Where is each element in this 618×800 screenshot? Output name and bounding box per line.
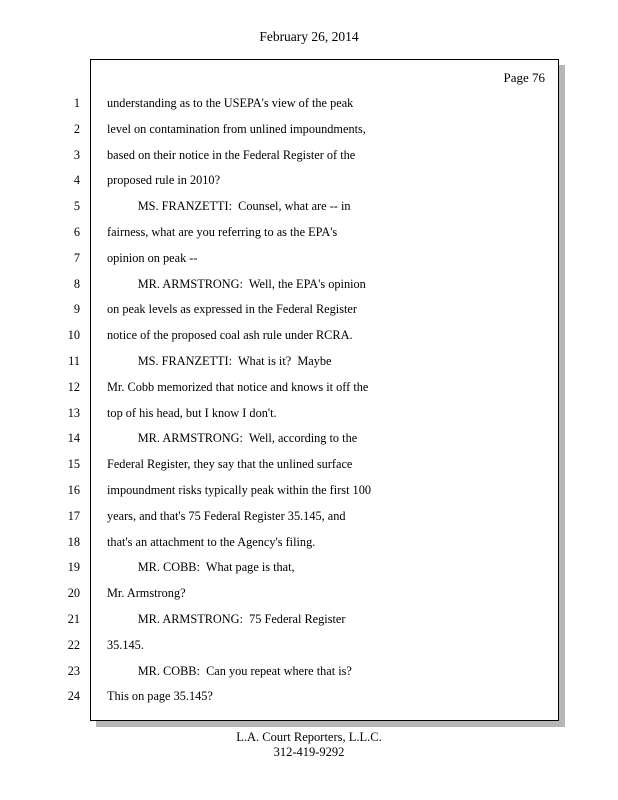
line-number: 16 — [67, 482, 80, 497]
line-text: MR. COBB: Can you repeat where that is? — [107, 663, 352, 678]
line-number: 9 — [73, 302, 80, 317]
line-number: 11 — [68, 353, 80, 368]
line-text: notice of the proposed coal ash rule under RCRA. — [107, 328, 353, 343]
line-number: 2 — [73, 121, 80, 136]
line-text: MR. COBB: What page is that, — [107, 560, 295, 575]
line-text: This on page 35.145? — [107, 689, 213, 704]
line-number: 19 — [67, 560, 80, 575]
line-text: that's an attachment to the Agency's filing. — [107, 534, 316, 549]
line-text: level on contamination from unlined impoundments, — [107, 121, 366, 136]
line-text: MS. FRANZETTI: What is it? Maybe — [107, 353, 332, 368]
line-number: 10 — [67, 328, 80, 343]
transcript-line — [67, 534, 558, 560]
transcript-line — [67, 663, 558, 689]
transcript-line — [67, 327, 558, 353]
transcript-line — [73, 172, 558, 198]
transcript-line — [73, 121, 558, 147]
line-text: on peak levels as expressed in the Federal Register — [107, 302, 357, 317]
transcript-line — [67, 637, 558, 663]
line-number: 1 — [73, 96, 80, 110]
transcript-line — [67, 585, 558, 611]
line-text: based on their notice in the Federal Register of the — [107, 147, 356, 162]
line-number: 14 — [67, 431, 80, 446]
transcript-sheet — [67, 59, 559, 721]
footer — [0, 730, 618, 759]
line-number: 24 — [67, 689, 80, 704]
footer-company: L.A. Court Reporters, L.L.C. — [236, 730, 382, 744]
line-number: 15 — [67, 457, 80, 472]
line-text: understanding as to the USEPA's view of the peak — [107, 96, 354, 110]
line-number: 12 — [67, 379, 80, 394]
line-text: top of his head, but I know I don't. — [107, 405, 277, 420]
transcript-line — [68, 353, 558, 379]
line-number: 23 — [67, 663, 80, 678]
line-number: 4 — [73, 173, 80, 188]
line-text: proposed rule in 2010? — [107, 173, 221, 188]
line-number: 17 — [67, 508, 80, 523]
line-number: 22 — [67, 637, 80, 652]
transcript-line — [67, 405, 558, 431]
transcript-line — [67, 559, 558, 585]
transcript-line — [73, 224, 558, 250]
transcript-line — [67, 456, 558, 482]
line-text: MR. ARMSTRONG: Well, the EPA's opinion — [107, 276, 366, 291]
transcript-line — [67, 379, 558, 405]
line-number: 20 — [67, 586, 80, 601]
transcript-line — [73, 276, 558, 302]
line-number: 3 — [73, 147, 80, 162]
line-text: Federal Register, they say that the unlined surface — [107, 457, 353, 472]
line-text: MS. FRANZETTI: Counsel, what are -- in — [107, 199, 351, 214]
transcript-line — [67, 688, 558, 714]
line-text: Mr. Cobb memorized that notice and knows it off the — [107, 379, 369, 394]
line-number: 6 — [73, 224, 80, 239]
line-text: MR. ARMSTRONG: 75 Federal Register — [107, 611, 346, 626]
line-number: 7 — [73, 250, 80, 265]
line-text: years, and that's 75 Federal Register 35.145, and — [107, 508, 346, 523]
line-number: 8 — [73, 276, 80, 291]
transcript-line — [67, 430, 558, 456]
date-header: February 26, 2014 — [259, 29, 359, 44]
line-number: 21 — [67, 611, 80, 626]
line-number: 5 — [73, 199, 80, 214]
transcript-line — [73, 147, 558, 173]
transcript-line — [73, 250, 558, 276]
transcript-line — [73, 198, 558, 224]
line-number: 18 — [67, 534, 80, 549]
line-text: 35.145. — [107, 637, 144, 652]
transcript-line — [73, 301, 558, 327]
line-text: fairness, what are you referring to as the EPA's — [107, 224, 338, 239]
transcript-line — [67, 611, 558, 637]
page-number-label: Page 76 — [503, 70, 545, 85]
line-text: opinion on peak -- — [107, 250, 198, 265]
line-text: impoundment risks typically peak within the first 100 — [107, 482, 372, 497]
line-number: 13 — [67, 405, 80, 420]
transcript-line — [67, 482, 558, 508]
transcript-line — [73, 95, 558, 121]
transcript-line — [67, 508, 558, 534]
transcript-lines — [67, 95, 558, 714]
line-text: MR. ARMSTRONG: Well, according to the — [107, 431, 358, 446]
footer-phone: 312-419-9292 — [273, 744, 345, 759]
line-text: Mr. Armstrong? — [107, 586, 186, 601]
